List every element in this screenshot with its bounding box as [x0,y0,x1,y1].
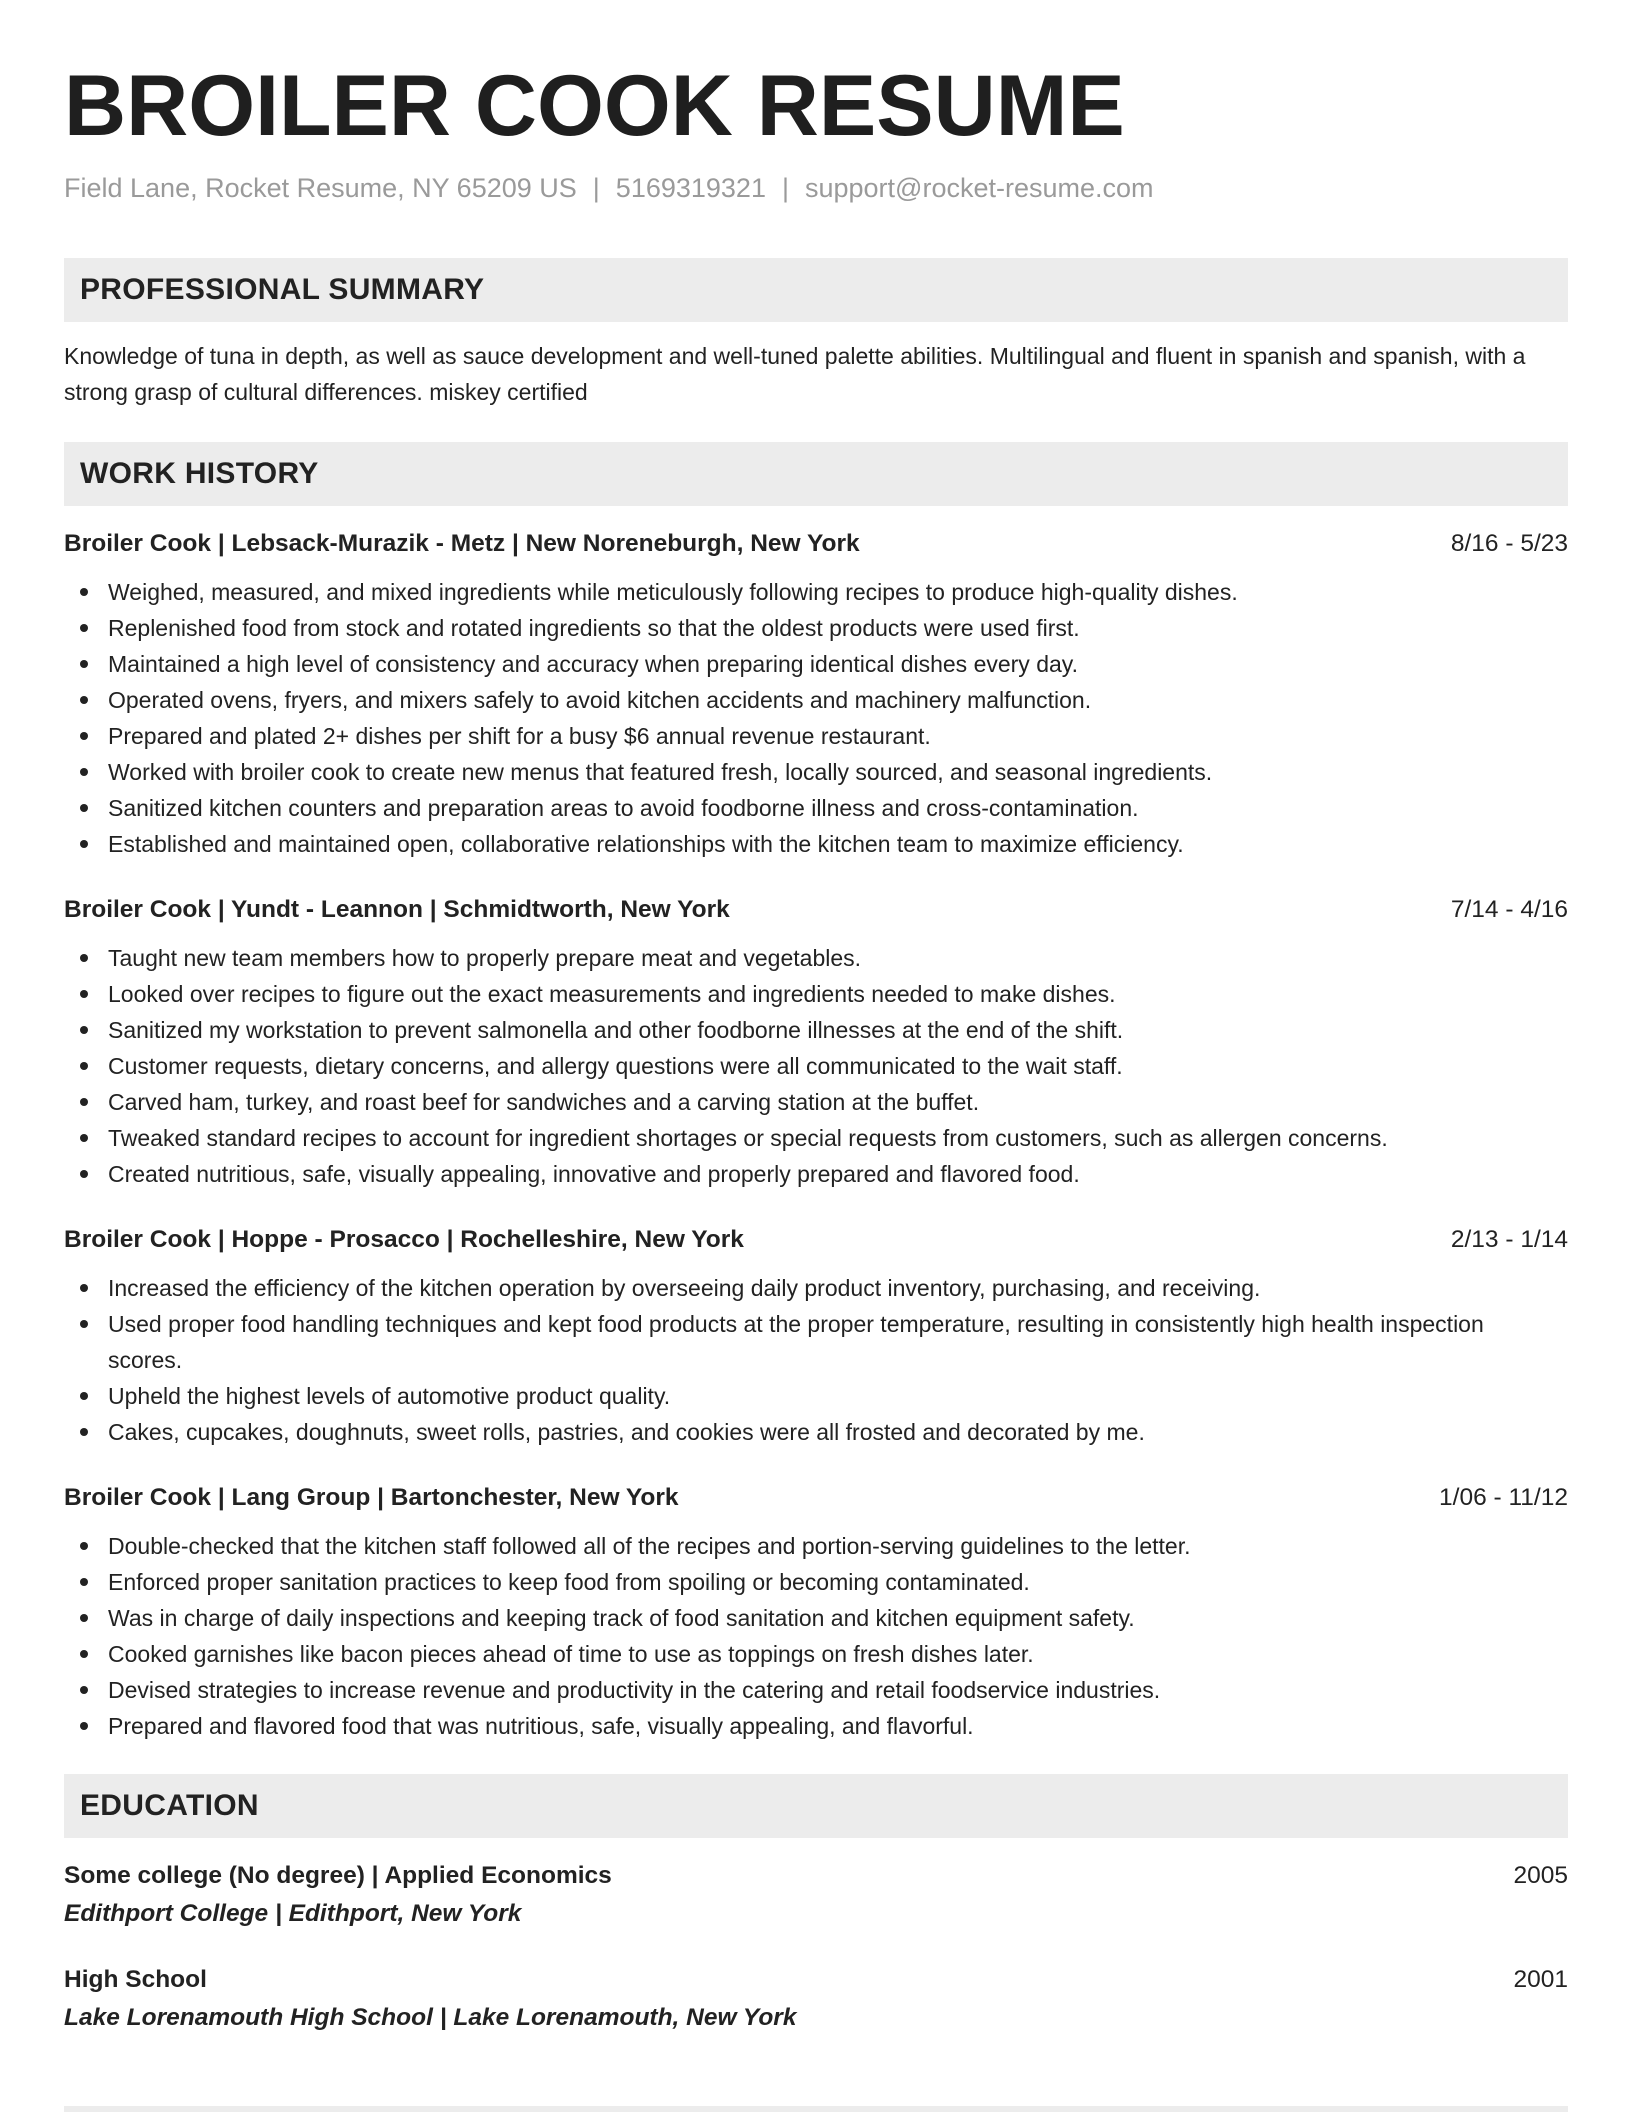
job-bullet [108,1306,1568,1378]
job-bullet-text: Devised strategies to increase revenue and productivity in the catering and retail foodservice industries. [108,1677,1161,1703]
bullet-dot-icon [80,1614,88,1622]
bullet-dot-icon [80,732,88,740]
education-list [64,1858,1568,2038]
job-bullet [108,1414,1568,1450]
job-bullet-text: Was in charge of daily inspections and keeping track of food sanitation and kitchen equipment safety. [108,1605,1135,1631]
job-bullet-text: Tweaked standard recipes to account for ingredient shortages or special requests from customers, such as allergen concerns. [108,1125,1388,1151]
bullet-dot-icon [80,840,88,848]
job-bullet [108,826,1568,862]
job-bullet [108,754,1568,790]
job-header [64,528,1568,560]
education-entry [64,1858,1568,1934]
bottom-divider [64,2106,1568,2112]
bullet-dot-icon [80,1428,88,1436]
job-bullet [108,1012,1568,1048]
bullet-dot-icon [80,696,88,704]
job-bullet-text: Customer requests, dietary concerns, and allergy questions were all communicated to the wait staff. [108,1053,1123,1079]
job-bullet [108,1708,1568,1744]
job-bullet-text: Prepared and plated 2+ dishes per shift for a busy $6 annual revenue restaurant. [108,723,931,749]
job-bullet-text: Carved ham, turkey, and roast beef for sandwiches and a carving station at the buffet. [108,1089,980,1115]
bullet-dot-icon [80,588,88,596]
education-section-header: EDUCATION [64,1774,1568,1838]
job-bullet [108,1084,1568,1120]
bullet-dot-icon [80,1578,88,1586]
job-bullet [108,574,1568,610]
job-bullet [108,1600,1568,1636]
job-bullet-text: Established and maintained open, collaborative relationships with the kitchen team to maximize efficiency. [108,831,1184,857]
education-school: Edithport College | Edithport, New York [64,1900,522,1927]
job-bullet [108,976,1568,1012]
job-bullet [108,646,1568,682]
job-bullet [108,1672,1568,1708]
job-bullet [108,1636,1568,1672]
job-dates: 1/06 - 11/12 [1439,1484,1568,1511]
education-header [64,1858,1568,1894]
summary-text: Knowledge of tuna in depth, as well as sauce development and well-tuned palette abilities. Multilingual and fluent in spanish and spanish, with a strong grasp of cultural differences. miskey certified [64,343,1526,405]
job-bullet-text: Upheld the highest levels of automotive product quality. [108,1383,671,1409]
job-bullet-text: Weighed, measured, and mixed ingredients while meticulously following recipes to produce high-quality dishes. [108,579,1238,605]
job-bullet [108,1120,1568,1156]
bullet-dot-icon [80,804,88,812]
education-degree: High School [64,1966,207,1993]
job-entry [64,1482,1568,1744]
education-degree: Some college (No degree) | Applied Economics [64,1862,612,1889]
bullet-dot-icon [80,1026,88,1034]
job-dates: 2/13 - 1/14 [1450,1226,1568,1253]
bullet-dot-icon [80,768,88,776]
job-bullet-list [64,574,1568,862]
job-bullet [108,1378,1568,1414]
job-bullet-text: Sanitized my workstation to prevent salmonella and other foodborne illnesses at the end of the shift. [108,1017,1124,1043]
bullet-dot-icon [80,1686,88,1694]
job-bullet-list [64,1270,1568,1450]
job-bullet-text: Prepared and flavored food that was nutritious, safe, visually appealing, and flavorful. [108,1713,974,1739]
education-school: Lake Lorenamouth High School | Lake Lorenamouth, New York [64,2004,797,2031]
contact-phone: 5169319321 [615,173,766,203]
job-bullet-text: Looked over recipes to figure out the exact measurements and ingredients needed to make dishes. [108,981,1116,1007]
job-bullet [108,1048,1568,1084]
job-title: Broiler Cook | Yundt - Leannon | Schmidtworth, New York [64,896,730,923]
work-history-section-header: WORK HISTORY [64,442,1568,506]
job-bullet-text: Double-checked that the kitchen staff followed all of the recipes and portion-serving guidelines to the letter. [108,1533,1191,1559]
bullet-dot-icon [80,1650,88,1658]
job-title: Broiler Cook | Lebsack-Murazik - Metz | New Noreneburgh, New York [64,530,860,557]
job-bullet [108,940,1568,976]
job-bullet-list [64,940,1568,1192]
work-history-list [64,528,1568,1744]
education-header [64,1962,1568,1998]
bullet-dot-icon [80,660,88,668]
bullet-dot-icon [80,1722,88,1730]
bullet-dot-icon [80,1542,88,1550]
job-bullet-text: Sanitized kitchen counters and preparation areas to avoid foodborne illness and cross-contamination. [108,795,1139,821]
job-bullet-list [64,1528,1568,1744]
job-bullet [108,790,1568,826]
job-bullet-text: Operated ovens, fryers, and mixers safely to avoid kitchen accidents and machinery malfunction. [108,687,1092,713]
bullet-dot-icon [80,1134,88,1142]
bullet-dot-icon [80,1170,88,1178]
job-bullet-text: Used proper food handling techniques and kept food products at the proper temperature, resulting in consistently high health inspection scores. [108,1311,1484,1373]
contact-address: Field Lane, Rocket Resume, NY 65209 US [64,173,577,203]
contact-separator: | [781,173,789,203]
education-year: 2005 [1513,1862,1568,1889]
job-title: Broiler Cook | Lang Group | Bartonchester, New York [64,1484,679,1511]
job-header [64,1482,1568,1514]
contact-email[interactable]: support@rocket-resume.com [804,173,1154,203]
job-dates: 7/14 - 4/16 [1450,896,1568,923]
job-bullet-text: Cooked garnishes like bacon pieces ahead of time to use as toppings on fresh dishes later. [108,1641,1034,1667]
job-bullet-text: Worked with broiler cook to create new menus that featured fresh, locally sourced, and seasonal ingredients. [108,759,1213,785]
bullet-dot-icon [80,990,88,998]
bullet-dot-icon [80,624,88,632]
job-bullet [108,610,1568,646]
job-dates: 8/16 - 5/23 [1450,530,1568,557]
job-bullet-text: Created nutritious, safe, visually appealing, innovative and properly prepared and flavored food. [108,1161,1080,1187]
resume-page [64,56,1568,2038]
job-bullet-text: Taught new team members how to properly prepare meat and vegetables. [108,945,862,971]
job-bullet-text: Increased the efficiency of the kitchen operation by overseeing daily product inventory, purchasing, and receiving. [108,1275,1261,1301]
job-entry [64,894,1568,1192]
job-header [64,894,1568,926]
bullet-dot-icon [80,954,88,962]
bullet-dot-icon [80,1392,88,1400]
job-bullet [108,718,1568,754]
resume-title: BROILER COOK RESUME [64,58,1125,154]
job-entry [64,528,1568,862]
contact-separator: | [592,173,600,203]
job-bullet [108,1564,1568,1600]
summary-section-header: PROFESSIONAL SUMMARY [64,258,1568,322]
education-entry [64,1962,1568,2038]
bullet-dot-icon [80,1062,88,1070]
job-bullet [108,682,1568,718]
job-bullet [108,1156,1568,1192]
education-year: 2001 [1513,1966,1568,1993]
contact-line [64,170,1568,206]
job-bullet [108,1528,1568,1564]
job-entry [64,1224,1568,1450]
bullet-dot-icon [80,1320,88,1328]
bullet-dot-icon [80,1098,88,1106]
job-bullet-text: Replenished food from stock and rotated ingredients so that the oldest products were used first. [108,615,1080,641]
job-title: Broiler Cook | Hoppe - Prosacco | Rochelleshire, New York [64,1226,744,1253]
job-bullet-text: Maintained a high level of consistency and accuracy when preparing identical dishes every day. [108,651,1078,677]
job-bullet-text: Enforced proper sanitation practices to keep food from spoiling or becoming contaminated. [108,1569,1030,1595]
job-bullet-text: Cakes, cupcakes, doughnuts, sweet rolls, pastries, and cookies were all frosted and decorated by me. [108,1419,1145,1445]
bullet-dot-icon [80,1284,88,1292]
job-bullet [108,1270,1568,1306]
job-header [64,1224,1568,1256]
